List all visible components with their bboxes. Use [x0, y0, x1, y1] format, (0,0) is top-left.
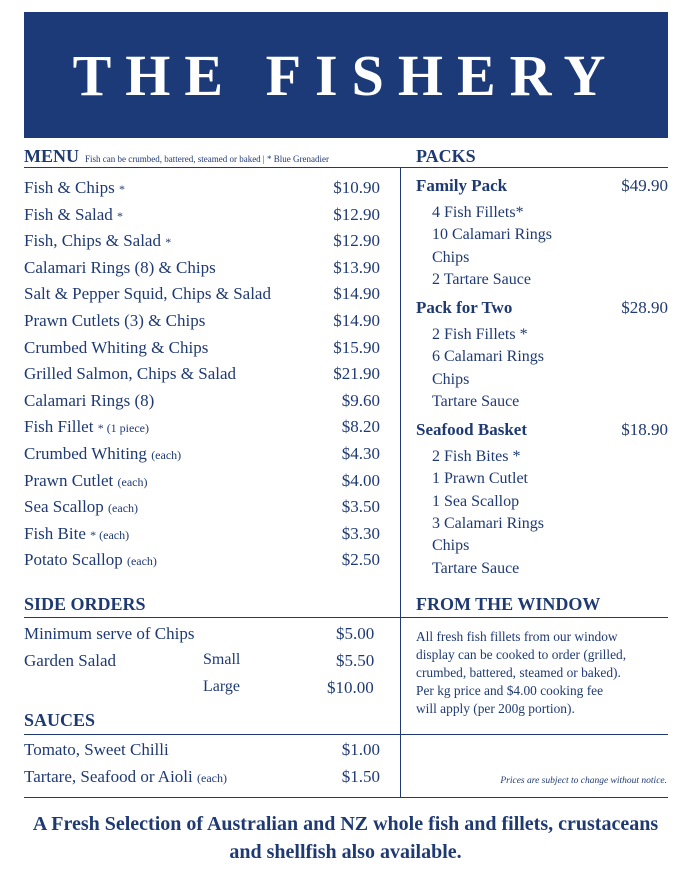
menu-item-label: Crumbed Whiting & Chips	[24, 337, 209, 357]
divider	[24, 167, 668, 168]
menu-item-note: (each)	[151, 448, 182, 462]
menu-item-note: * (1 piece)	[97, 421, 149, 436]
sauce-item	[24, 767, 380, 793]
menu-item-label: Fish & Salad	[24, 204, 113, 224]
menu-item-label: Grilled Salmon, Chips & Salad	[24, 364, 237, 384]
menu-heading-label: MENU	[24, 146, 79, 166]
menu-item-name	[24, 258, 216, 278]
menu-item	[24, 471, 380, 497]
pack-item: Chips	[432, 370, 470, 388]
menu-item-name	[24, 524, 129, 544]
pack-price: $28.90	[621, 298, 668, 317]
menu-item-note: * (each)	[90, 527, 130, 542]
menu-item-name	[24, 338, 208, 358]
menu-item-name	[24, 231, 171, 251]
pack-name: Seafood Basket	[416, 420, 527, 439]
menu-item	[24, 524, 380, 550]
chips-price: $5.00	[336, 624, 375, 643]
menu-item-label: Salt & Pepper Squid, Chips & Salad	[24, 284, 271, 304]
title-banner	[24, 12, 668, 138]
menu-item	[24, 178, 380, 204]
menu-item	[24, 311, 380, 337]
pack-item: 2 Fish Fillets *	[432, 326, 528, 343]
menu-item-price: $4.00	[341, 470, 380, 490]
sauce-item	[24, 740, 380, 766]
footer-line-2: and shellfish also available.	[229, 841, 462, 863]
menu-item	[24, 391, 380, 417]
menu-item-name	[24, 311, 205, 331]
menu-item-label: Sea Scallop	[24, 497, 104, 517]
menu-item	[24, 205, 380, 231]
sauce-item-name	[24, 740, 169, 760]
menu-item	[24, 338, 380, 364]
divider	[24, 617, 400, 618]
menu-item-label: Prawn Cutlet	[24, 470, 114, 490]
menu-item-price: $12.90	[333, 231, 380, 251]
menu-item-price: $8.20	[341, 417, 380, 437]
menu-item-label: Fish, Chips & Salad	[24, 231, 161, 251]
menu-subnote: Fish can be crumbed, battered, steamed or baked | * Blue Grenadier	[85, 154, 329, 164]
menu-item-name	[24, 364, 236, 384]
menu-item-name	[24, 444, 181, 464]
menu-item-price: $14.90	[333, 311, 380, 330]
pack-item: 2 Fish Bites *	[432, 448, 521, 465]
menu-item-note: (each)	[126, 554, 157, 569]
menu-item	[24, 444, 380, 470]
menu-item-price: $2.50	[341, 550, 380, 570]
pack-item: 4 Fish Fillets*	[432, 204, 524, 221]
side-orders-heading: SIDE ORDERS	[24, 594, 146, 614]
menu-item-name	[24, 497, 138, 517]
menu-item-name	[24, 391, 154, 411]
divider	[24, 734, 668, 735]
menu-item-price: $10.90	[333, 178, 380, 197]
pack-header	[416, 420, 668, 440]
window-heading: FROM THE WINDOW	[416, 594, 601, 614]
chips-label: Minimum serve of Chips	[24, 624, 195, 643]
pack-header	[416, 176, 668, 196]
pack-item: 1 Sea Scallop	[432, 492, 520, 510]
sauce-item-note: (each)	[197, 770, 227, 785]
sauce-item-price: $1.00	[341, 740, 380, 759]
menu-item-price: $21.90	[333, 364, 380, 384]
salad-small-label: Small	[203, 651, 241, 668]
menu-item-note: (each)	[117, 474, 148, 489]
menu-heading	[24, 146, 329, 167]
pack-item: Chips	[432, 248, 470, 266]
menu-item-name	[24, 471, 147, 491]
sauce-item-label: Tartare, Seafood or Aioli	[24, 766, 193, 786]
menu-item-note: *	[118, 182, 125, 196]
packs-heading: PACKS	[416, 146, 476, 166]
window-line: will apply (per 200g portion).	[416, 701, 575, 716]
menu-item-price: $15.90	[333, 337, 380, 357]
menu-item-note: (each)	[108, 501, 139, 516]
window-line: crumbed, battered, steamed or baked).	[416, 665, 621, 680]
menu-item-label: Potato Scallop	[24, 550, 123, 570]
pack-item: 6 Calamari Rings	[432, 348, 544, 366]
pack-header	[416, 298, 668, 318]
menu-item-price: $4.30	[341, 444, 380, 463]
menu-item-label: Fish Bite	[24, 523, 86, 543]
menu-item-name	[24, 284, 271, 304]
menu-item	[24, 364, 380, 390]
salad-large-price: $10.00	[327, 678, 374, 697]
menu-item-label: Fish Fillet	[24, 417, 94, 437]
pack-item: Tartare Sauce	[432, 559, 520, 577]
window-line: Per kg price and $4.00 cooking fee	[416, 683, 604, 698]
menu-item-label: Calamari Rings (8) & Chips	[24, 257, 216, 277]
menu-item-name	[24, 178, 125, 198]
pack-item: Tartare Sauce	[432, 392, 520, 410]
prices-note: Prices are subject to change without notice.	[500, 776, 667, 786]
pack-name: Pack for Two	[416, 298, 513, 317]
menu-item-label: Crumbed Whiting	[24, 444, 147, 463]
menu-item-price: $14.90	[333, 284, 380, 304]
sauce-item-name	[24, 767, 227, 787]
window-line: All fresh fish fillets from our window	[416, 629, 618, 644]
menu-item-price: $9.60	[341, 390, 380, 410]
window-text	[416, 628, 668, 718]
pack-item: Chips	[432, 537, 470, 555]
sauce-item-price: $1.50	[341, 766, 380, 786]
sauce-item-label: Tomato, Sweet Chilli	[24, 740, 169, 759]
window-line: display can be cooked to order (grilled,	[416, 647, 627, 662]
pack-price: $49.90	[621, 176, 668, 195]
pack-name: Family Pack	[416, 176, 508, 195]
divider	[24, 797, 668, 798]
pack-item: 1 Prawn Cutlet	[432, 470, 528, 488]
menu-item-label: Prawn Cutlets (3) & Chips	[24, 311, 206, 330]
menu-item-price: $12.90	[333, 204, 380, 224]
salad-large-label: Large	[203, 678, 241, 695]
menu-item-price: $13.90	[333, 257, 380, 277]
footer-text	[0, 810, 691, 866]
menu-item	[24, 231, 380, 257]
salad-label: Garden Salad	[24, 651, 117, 670]
pack-item: 2 Tartare Sauce	[432, 270, 531, 288]
menu-item-name	[24, 417, 149, 437]
menu-item	[24, 284, 380, 310]
menu-item-label: Fish & Chips	[24, 178, 115, 197]
column-divider	[400, 167, 401, 797]
menu-item-name	[24, 205, 123, 225]
restaurant-title: THE FISHERY	[72, 42, 620, 108]
menu-item	[24, 258, 380, 284]
pack-price: $18.90	[621, 420, 668, 439]
footer-line-1: A Fresh Selection of Australian and NZ whole fish and fillets, crustaceans	[32, 813, 659, 835]
menu-item-price: $3.30	[341, 523, 380, 543]
sauces-heading: SAUCES	[24, 710, 96, 730]
menu-item-label: Calamari Rings (8)	[24, 390, 155, 410]
pack-item: 10 Calamari Rings	[432, 226, 552, 244]
menu-item-price: $3.50	[341, 497, 380, 517]
pack-item: 3 Calamari Rings	[432, 514, 544, 532]
menu-item-note: *	[165, 235, 172, 250]
menu-item	[24, 550, 380, 576]
menu-item-name	[24, 550, 157, 570]
salad-small-price: $5.50	[336, 651, 375, 670]
menu-item-note: *	[117, 208, 124, 223]
menu-item	[24, 497, 380, 523]
menu-item	[24, 417, 380, 443]
divider	[400, 617, 668, 618]
